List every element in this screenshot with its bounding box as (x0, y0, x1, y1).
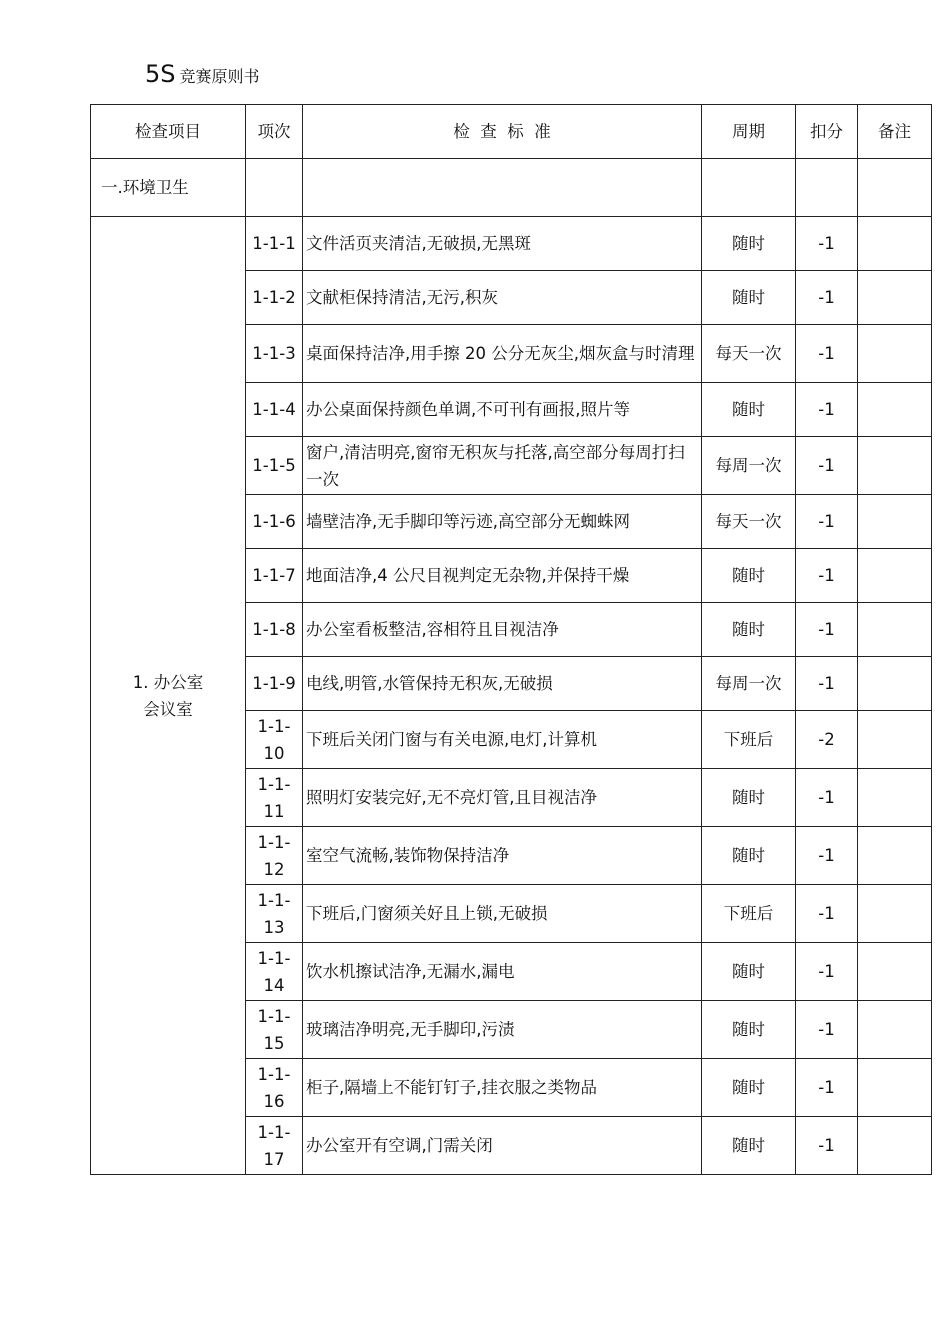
header-standard: 检 查 标 准 (303, 105, 702, 159)
title-sub: 竞赛原则书 (179, 67, 260, 86)
item-deduction: -1 (796, 769, 858, 827)
item-standard: 文件活页夹清洁,无破损,无黑斑 (303, 217, 702, 271)
item-code: 1-1-15 (246, 1001, 303, 1059)
item-deduction: -1 (796, 271, 858, 325)
item-period: 下班后 (702, 711, 796, 769)
item-deduction: -1 (796, 1001, 858, 1059)
item-period: 随时 (702, 943, 796, 1001)
item-remark (858, 711, 932, 769)
area-line: 会议室 (143, 699, 193, 719)
item-period: 随时 (702, 769, 796, 827)
item-deduction: -2 (796, 711, 858, 769)
item-standard: 墙壁洁净,无手脚印等污迹,高空部分无蜘蛛网 (303, 495, 702, 549)
item-standard: 桌面保持洁净,用手擦 20 公分无灰尘,烟灰盒与时清理 (303, 325, 702, 383)
item-standard: 地面洁净,4 公尺目视判定无杂物,并保持干燥 (303, 549, 702, 603)
item-code: 1-1-13 (246, 885, 303, 943)
item-code: 1-1-6 (246, 495, 303, 549)
item-deduction: -1 (796, 943, 858, 1001)
item-period: 每周一次 (702, 657, 796, 711)
section-row (91, 159, 932, 217)
item-code: 1-1-10 (246, 711, 303, 769)
item-standard: 电线,明管,水管保持无积灰,无破损 (303, 657, 702, 711)
item-period: 随时 (702, 1117, 796, 1175)
item-remark (858, 657, 932, 711)
item-period: 随时 (702, 383, 796, 437)
item-deduction: -1 (796, 885, 858, 943)
item-remark (858, 1001, 932, 1059)
item-period: 随时 (702, 549, 796, 603)
area-cell (91, 217, 246, 1175)
item-code: 1-1-4 (246, 383, 303, 437)
item-code: 1-1-3 (246, 325, 303, 383)
item-deduction: -1 (796, 437, 858, 495)
header-deduction: 扣分 (796, 105, 858, 159)
item-deduction: -1 (796, 1059, 858, 1117)
inspection-table (90, 104, 932, 1175)
item-period: 随时 (702, 217, 796, 271)
item-code: 1-1-9 (246, 657, 303, 711)
item-standard: 照明灯安装完好,无不亮灯管,且目视洁净 (303, 769, 702, 827)
item-deduction: -1 (796, 657, 858, 711)
item-code: 1-1-17 (246, 1117, 303, 1175)
item-remark (858, 885, 932, 943)
item-remark (858, 383, 932, 437)
item-standard: 窗户,清洁明亮,窗帘无积灰与托落,高空部分每周打扫一次 (303, 437, 702, 495)
item-deduction: -1 (796, 383, 858, 437)
item-period: 每天一次 (702, 495, 796, 549)
item-code: 1-1-14 (246, 943, 303, 1001)
item-standard: 办公室看板整洁,容相符且目视洁净 (303, 603, 702, 657)
item-remark (858, 549, 932, 603)
item-standard: 文献柜保持清洁,无污,积灰 (303, 271, 702, 325)
item-code: 1-1-2 (246, 271, 303, 325)
item-deduction: -1 (796, 495, 858, 549)
item-remark (858, 769, 932, 827)
item-remark (858, 603, 932, 657)
header-remark: 备注 (858, 105, 932, 159)
item-remark (858, 827, 932, 885)
item-standard: 室空气流畅,装饰物保持洁净 (303, 827, 702, 885)
item-remark (858, 943, 932, 1001)
item-code: 1-1-7 (246, 549, 303, 603)
item-standard: 下班后关闭门窗与有关电源,电灯,计算机 (303, 711, 702, 769)
header-item: 检查项目 (91, 105, 246, 159)
item-deduction: -1 (796, 325, 858, 383)
document-title (145, 60, 260, 88)
item-standard: 下班后,门窗须关好且上锁,无破损 (303, 885, 702, 943)
rows-body (91, 217, 932, 1175)
item-period: 下班后 (702, 885, 796, 943)
item-remark (858, 437, 932, 495)
item-period: 随时 (702, 1001, 796, 1059)
item-code: 1-1-1 (246, 217, 303, 271)
item-deduction: -1 (796, 217, 858, 271)
item-code: 1-1-5 (246, 437, 303, 495)
item-remark (858, 217, 932, 271)
item-standard: 办公室开有空调,门需关闭 (303, 1117, 702, 1175)
item-remark (858, 495, 932, 549)
item-period: 随时 (702, 271, 796, 325)
item-period: 随时 (702, 603, 796, 657)
item-standard: 柜子,隔墙上不能钉钉子,挂衣服之类物品 (303, 1059, 702, 1117)
item-period: 每天一次 (702, 325, 796, 383)
item-period: 随时 (702, 1059, 796, 1117)
item-deduction: -1 (796, 827, 858, 885)
item-code: 1-1-16 (246, 1059, 303, 1117)
item-standard: 玻璃洁净明亮,无手脚印,污渍 (303, 1001, 702, 1059)
section-title: 一.环境卫生 (91, 159, 246, 217)
item-period: 随时 (702, 827, 796, 885)
item-code: 1-1-8 (246, 603, 303, 657)
item-remark (858, 271, 932, 325)
item-remark (858, 325, 932, 383)
title-main: 5S (145, 60, 176, 88)
item-standard: 饮水机擦试洁净,无漏水,漏电 (303, 943, 702, 1001)
area-line: 1. 办公室 (132, 672, 204, 692)
item-deduction: -1 (796, 603, 858, 657)
item-code: 1-1-12 (246, 827, 303, 885)
item-remark (858, 1117, 932, 1175)
item-remark (858, 1059, 932, 1117)
header-period: 周期 (702, 105, 796, 159)
table-header-row (91, 105, 932, 159)
item-standard: 办公桌面保持颜色单调,不可刊有画报,照片等 (303, 383, 702, 437)
header-code: 项次 (246, 105, 303, 159)
table-row (91, 217, 932, 271)
item-code: 1-1-11 (246, 769, 303, 827)
item-period: 每周一次 (702, 437, 796, 495)
item-deduction: -1 (796, 1117, 858, 1175)
item-deduction: -1 (796, 549, 858, 603)
